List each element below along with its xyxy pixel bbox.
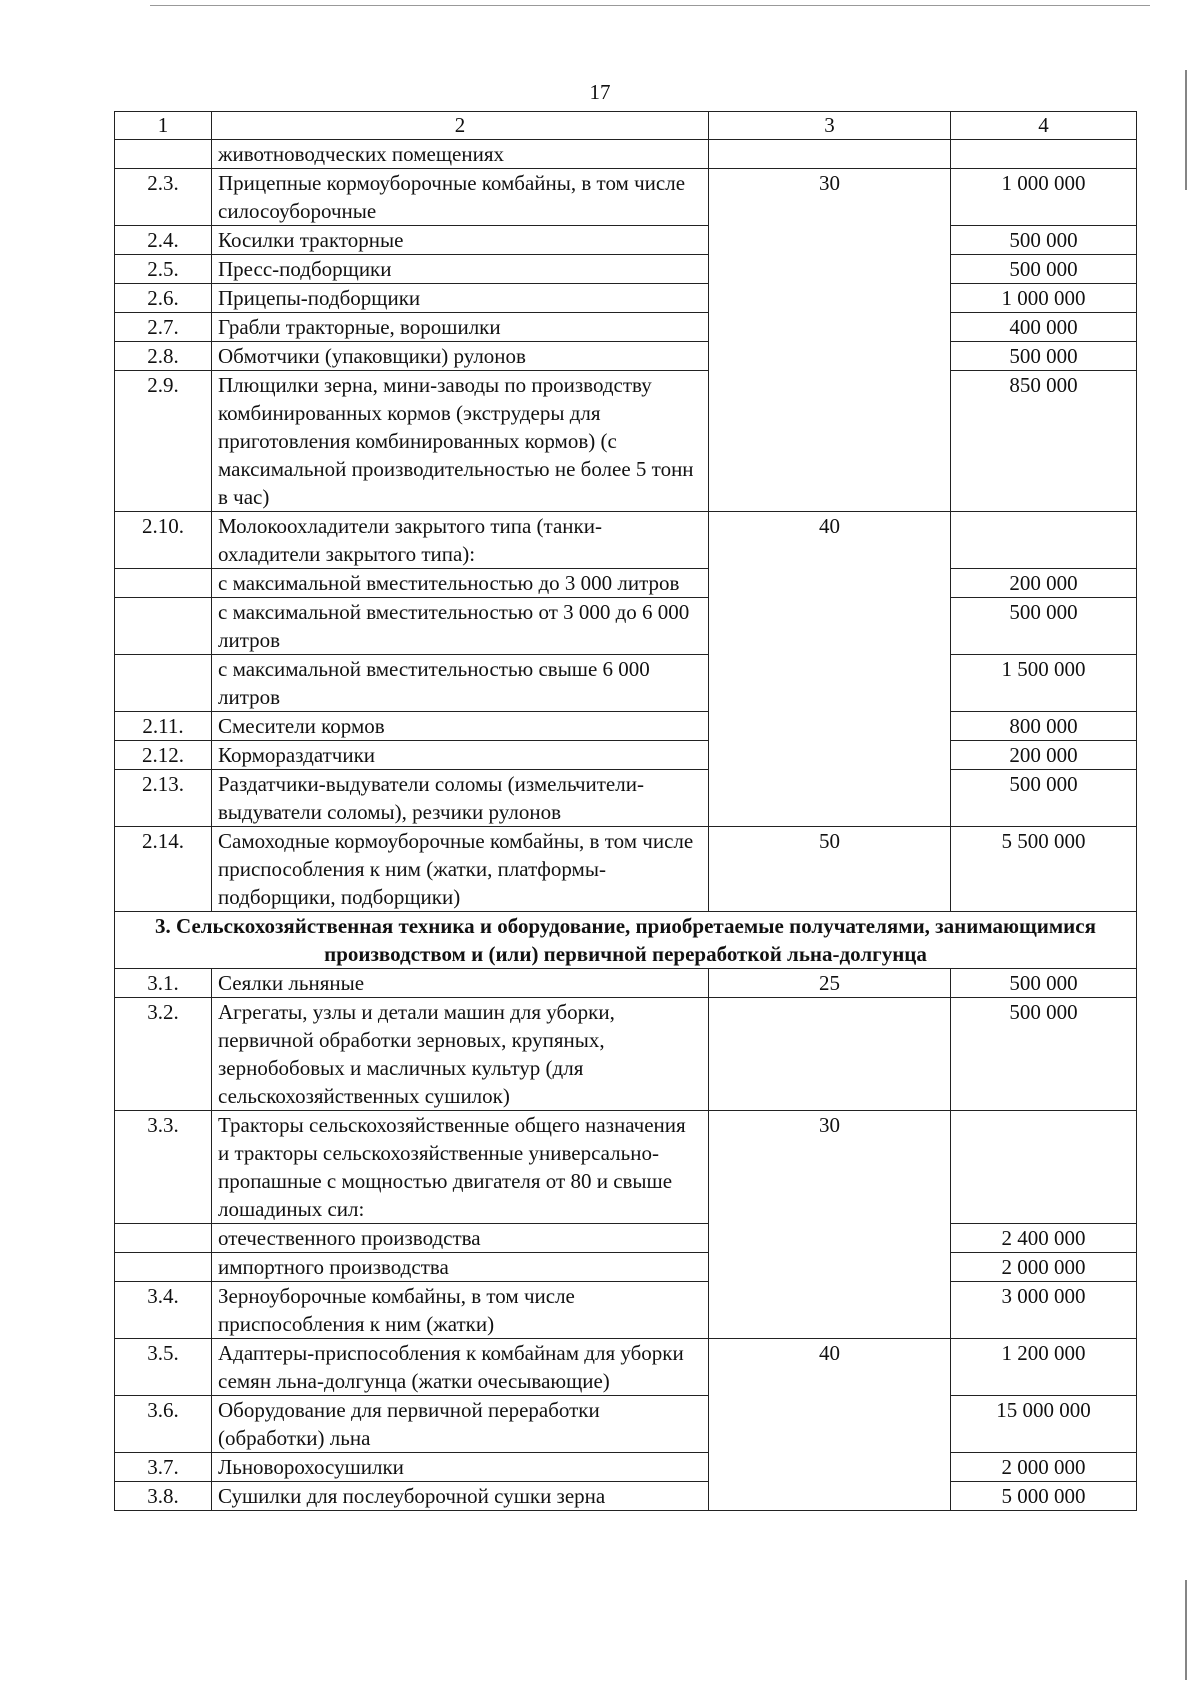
- amount-cell: 5 000 000: [951, 1482, 1137, 1511]
- percent-cell: 30: [709, 169, 951, 512]
- amount-cell: 2 000 000: [951, 1253, 1137, 1282]
- table-row: [115, 313, 1137, 342]
- item-number: 3.5.: [115, 1339, 212, 1396]
- amount-cell: 2 400 000: [951, 1224, 1137, 1253]
- scan-edge-top: [150, 5, 1150, 6]
- scan-edge-right-2: [1185, 1580, 1187, 1680]
- item-number: 3.2.: [115, 998, 212, 1111]
- table-row: [115, 741, 1137, 770]
- item-description: с максимальной вместительностью до 3 000 литров: [212, 569, 709, 598]
- item-description: Прицепы-подборщики: [212, 284, 709, 313]
- amount-cell: 500 000: [951, 226, 1137, 255]
- amount-cell: 500 000: [951, 770, 1137, 827]
- equipment-table: [114, 111, 1137, 1511]
- item-number: [115, 655, 212, 712]
- table-row: [115, 1111, 1137, 1224]
- item-number: 3.4.: [115, 1282, 212, 1339]
- item-description: Оборудование для первичной переработки (обработки) льна: [212, 1396, 709, 1453]
- percent-cell: 40: [709, 1339, 951, 1511]
- amount-cell: 200 000: [951, 741, 1137, 770]
- section-row: [115, 912, 1137, 969]
- item-number: 3.7.: [115, 1453, 212, 1482]
- amount-cell: 1 000 000: [951, 284, 1137, 313]
- amount-cell: 400 000: [951, 313, 1137, 342]
- header-cell: 1: [115, 112, 212, 140]
- amount-cell: 3 000 000: [951, 1282, 1137, 1339]
- item-description: импортного производства: [212, 1253, 709, 1282]
- item-description: Плющилки зерна, мини-заводы по производству комбинированных кормов (экструдеры для приготовления комбинированных кормов) (с максимальной производительностью не более 5 тонн в час): [212, 371, 709, 512]
- table-row: [115, 140, 1137, 169]
- table-row: [115, 284, 1137, 313]
- table-row: [115, 371, 1137, 512]
- table-row: [115, 1482, 1137, 1511]
- amount-cell: 1 200 000: [951, 1339, 1137, 1396]
- amount-cell: 500 000: [951, 998, 1137, 1111]
- item-description: Смесители кормов: [212, 712, 709, 741]
- amount-cell: 500 000: [951, 255, 1137, 284]
- item-number: [115, 598, 212, 655]
- item-description: Сушилки для послеуборочной сушки зерна: [212, 1482, 709, 1511]
- item-description: с максимальной вместительностью от 3 000 до 6 000 литров: [212, 598, 709, 655]
- item-number: 2.10.: [115, 512, 212, 569]
- item-number: 2.9.: [115, 371, 212, 512]
- percent-cell: 30: [709, 1111, 951, 1339]
- table-row: [115, 712, 1137, 741]
- percent-cell: [709, 140, 951, 169]
- amount-cell: 5 500 000: [951, 827, 1137, 912]
- item-number: 2.14.: [115, 827, 212, 912]
- table-row: [115, 1339, 1137, 1396]
- percent-cell: [709, 998, 951, 1111]
- header-cell: 4: [951, 112, 1137, 140]
- amount-cell: 2 000 000: [951, 1453, 1137, 1482]
- item-description: Тракторы сельскохозяйственные общего назначения и тракторы сельскохозяйственные универсально-пропашные с мощностью двигателя от 80 и свыше лошадиных сил:: [212, 1111, 709, 1224]
- table-row: [115, 1453, 1137, 1482]
- item-description: Косилки тракторные: [212, 226, 709, 255]
- item-description: Молокоохладители закрытого типа (танки-охладители закрытого типа):: [212, 512, 709, 569]
- amount-cell: 1 000 000: [951, 169, 1137, 226]
- item-number: 3.8.: [115, 1482, 212, 1511]
- amount-cell: 850 000: [951, 371, 1137, 512]
- section-title: 3. Сельскохозяйственная техника и оборудование, приобретаемые получателями, занимающимися производством и (или) первичной переработкой льна-долгунца: [115, 912, 1137, 969]
- item-description: Кормораздатчики: [212, 741, 709, 770]
- table-row: [115, 1253, 1137, 1282]
- item-description: Льноворохосушилки: [212, 1453, 709, 1482]
- percent-cell: 40: [709, 512, 951, 827]
- item-description: животноводческих помещениях: [212, 140, 709, 169]
- amount-cell: 200 000: [951, 569, 1137, 598]
- header-cell: 3: [709, 112, 951, 140]
- table-row: [115, 1282, 1137, 1339]
- item-number: [115, 140, 212, 169]
- amount-cell: [951, 1111, 1137, 1224]
- item-description: Обмотчики (упаковщики) рулонов: [212, 342, 709, 371]
- item-description: Грабли тракторные, ворошилки: [212, 313, 709, 342]
- item-number: 2.7.: [115, 313, 212, 342]
- table-row: [115, 770, 1137, 827]
- table-row: [115, 569, 1137, 598]
- item-number: [115, 1253, 212, 1282]
- item-number: 2.5.: [115, 255, 212, 284]
- item-description: Адаптеры-приспособления к комбайнам для уборки семян льна-долгунца (жатки очесывающие): [212, 1339, 709, 1396]
- table-row: [115, 655, 1137, 712]
- item-description: Сеялки льняные: [212, 969, 709, 998]
- amount-cell: 500 000: [951, 342, 1137, 371]
- table-row: [115, 1224, 1137, 1253]
- item-number: 3.1.: [115, 969, 212, 998]
- percent-cell: 25: [709, 969, 951, 998]
- item-number: 2.13.: [115, 770, 212, 827]
- amount-cell: [951, 512, 1137, 569]
- amount-cell: 1 500 000: [951, 655, 1137, 712]
- item-number: [115, 1224, 212, 1253]
- amount-cell: 15 000 000: [951, 1396, 1137, 1453]
- table-row: [115, 1396, 1137, 1453]
- amount-cell: 500 000: [951, 598, 1137, 655]
- table-row: [115, 998, 1137, 1111]
- item-description: отечественного производства: [212, 1224, 709, 1253]
- table-row: [115, 598, 1137, 655]
- table-row: [115, 512, 1137, 569]
- item-number: 2.8.: [115, 342, 212, 371]
- percent-cell: 50: [709, 827, 951, 912]
- item-description: Зерноуборочные комбайны, в том числе приспособления к ним (жатки): [212, 1282, 709, 1339]
- item-description: с максимальной вместительностью свыше 6 000 литров: [212, 655, 709, 712]
- table-row: [115, 226, 1137, 255]
- item-description: Пресс-подборщики: [212, 255, 709, 284]
- item-number: 2.4.: [115, 226, 212, 255]
- header-cell: 2: [212, 112, 709, 140]
- amount-cell: 800 000: [951, 712, 1137, 741]
- item-description: Агрегаты, узлы и детали машин для уборки, первичной обработки зерновых, крупяных, зернобобовых и масличных культур (для сельскохозяйственных сушилок): [212, 998, 709, 1111]
- table-row: [115, 969, 1137, 998]
- item-number: 3.3.: [115, 1111, 212, 1224]
- table-header-row: [115, 112, 1137, 140]
- table-row: [115, 255, 1137, 284]
- item-number: 2.3.: [115, 169, 212, 226]
- table-row: [115, 169, 1137, 226]
- amount-cell: 500 000: [951, 969, 1137, 998]
- item-description: Раздатчики-выдуватели соломы (измельчители-выдуватели соломы), резчики рулонов: [212, 770, 709, 827]
- amount-cell: [951, 140, 1137, 169]
- item-number: 2.12.: [115, 741, 212, 770]
- item-number: 2.6.: [115, 284, 212, 313]
- table-row: [115, 342, 1137, 371]
- item-number: 3.6.: [115, 1396, 212, 1453]
- page-number: 17: [589, 80, 611, 104]
- item-number: 2.11.: [115, 712, 212, 741]
- item-number: [115, 569, 212, 598]
- item-description: Самоходные кормоуборочные комбайны, в том числе приспособления к ним (жатки, платформы-подборщики, подборщики): [212, 827, 709, 912]
- table-row: [115, 827, 1137, 912]
- item-description: Прицепные кормоуборочные комбайны, в том числе силосоуборочные: [212, 169, 709, 226]
